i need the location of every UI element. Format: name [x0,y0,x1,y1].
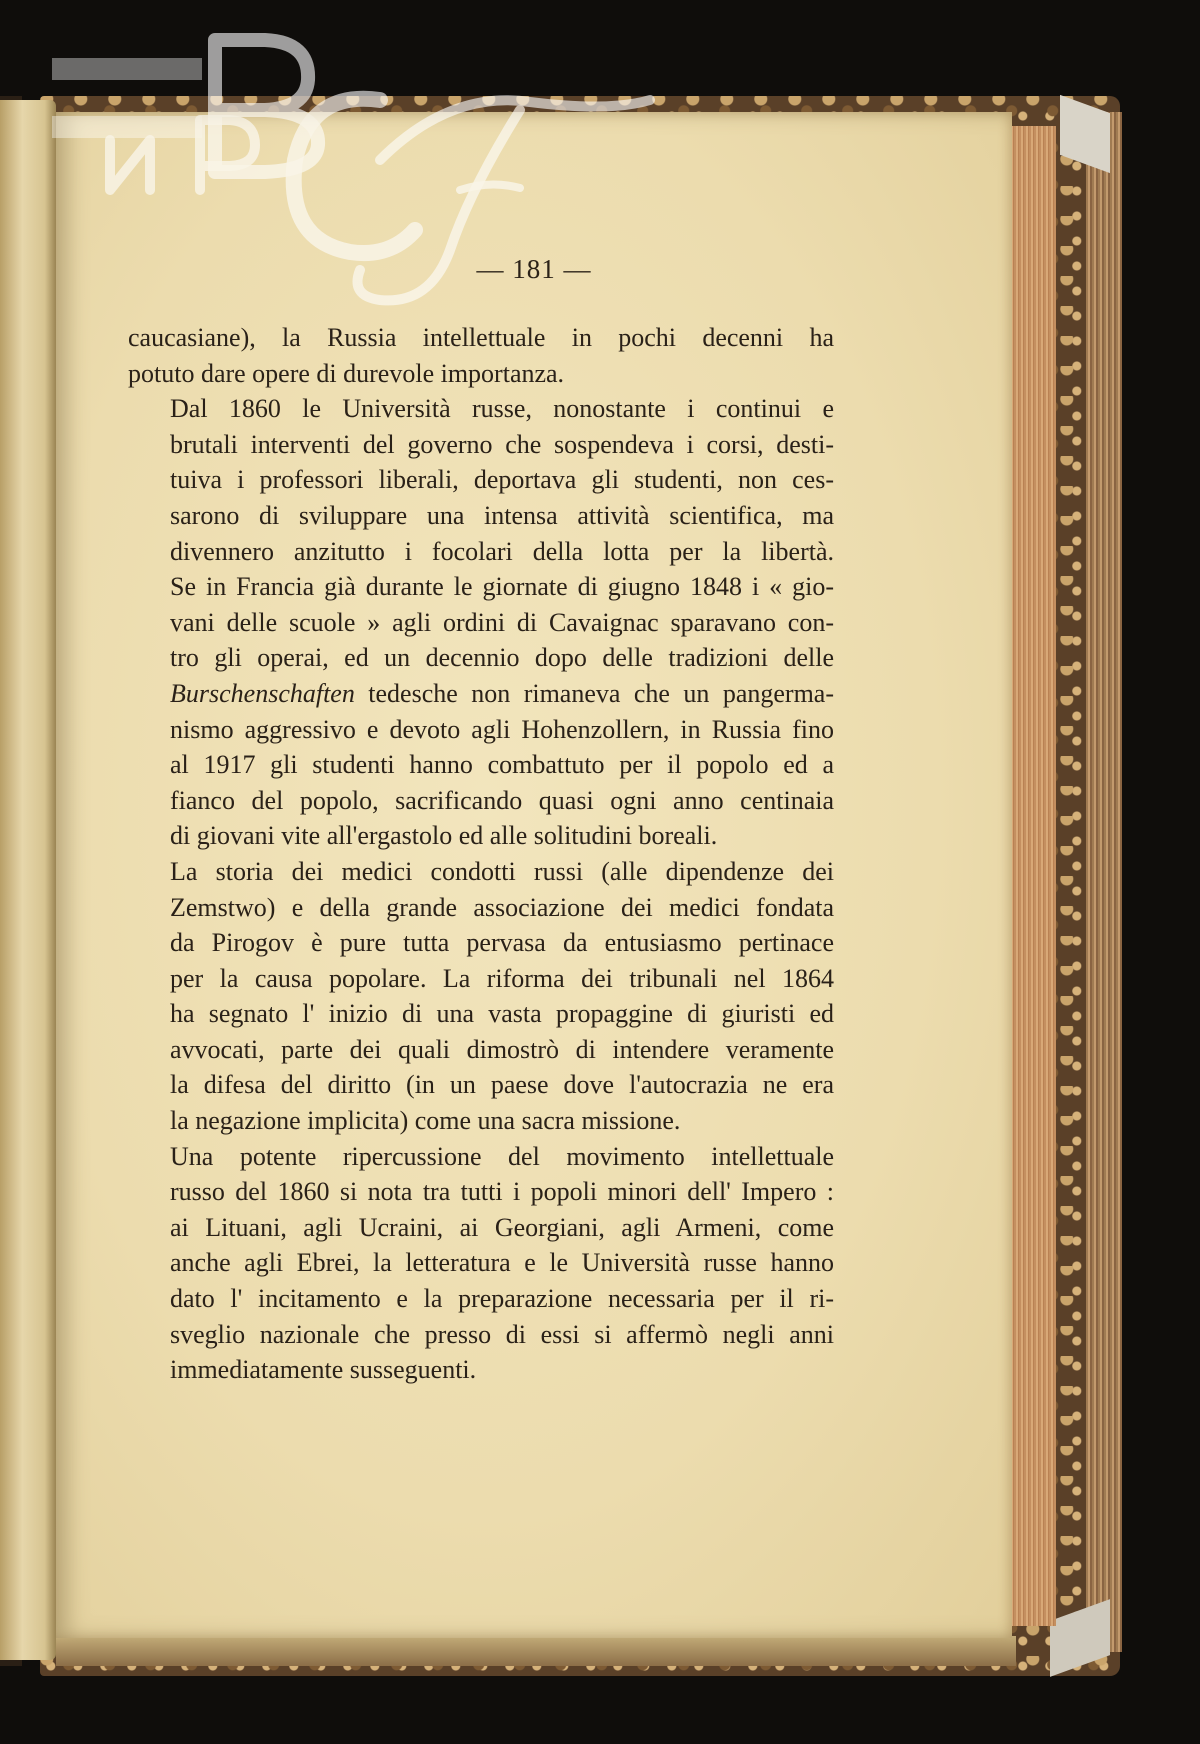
text-line: russo del 1860 si nota tra tutti i popoli minori dell' Impero : [170,1177,834,1207]
text-line: nismo aggressivo e devoto agli Hohenzollern, in Russia fino [170,714,834,744]
text-line: la difesa del diritto (in un paese dove l'autocrazia ne era [170,1070,834,1100]
text-line: da Pirogov è pure tutta pervasa da entusiasmo pertinace [170,928,834,958]
text-line: ha segnato l' inizio di una vasta propaggine di giuristi ed [170,999,834,1029]
text-line: sveglio nazionale che presso di essi si affermò negli anni [170,1319,834,1349]
text-line: tro gli operai, ed un decennio dopo delle tradizioni delle [170,643,834,673]
text-line: sarono di sviluppare una intensa attività scientifica, ma [170,500,834,530]
page-number: — 181 — [476,254,592,284]
cover-inner-edge [1086,112,1122,1652]
text-line: Burschenschaften tedesche non rimaneva che un pangerma- [170,678,834,708]
left-page-edge [0,100,56,1660]
paragraph [128,391,834,854]
text-line: Zemstwo) e della grande associazione dei medici fondata [170,892,834,922]
paragraph [128,1139,834,1388]
text-line: Se in Francia già durante le giornate di giugno 1848 i « gio- [170,572,834,602]
text-line: al 1917 gli studenti hanno combattuto per il popolo ed a [170,750,834,780]
text-line: per la causa popolare. La riforma dei tribunali nel 1864 [170,963,834,993]
text-line: vani delle scuole » agli ordini di Cavaignac sparavano con- [170,607,834,637]
paragraph [128,854,834,1139]
text-line: La storia dei medici condotti russi (alle dipendenze dei [170,856,834,886]
text-line: fianco del popolo, sacrificando quasi ogni anno centinaia [170,785,834,815]
book-page [56,112,1012,1638]
text-line: brutali interventi del governo che sospendeva i corsi, desti- [170,429,834,459]
text-line: potuto dare opere di durevole importanza. [128,358,565,388]
text-line: avvocati, parte dei quali dimostrò di intendere veramente [170,1034,834,1064]
text-line: Una potente ripercussione del movimento intellettuale [170,1141,834,1171]
text-line: Dal 1860 le Università russe, nonostante i continui e [170,394,834,424]
text-line: tuiva i professori liberali, deportava gli studenti, non ces- [170,465,834,495]
text-line: la negazione implicita) come una sacra missione. [170,1106,681,1136]
text-line: immediatamente susseguenti. [170,1355,477,1385]
text-line: dato l' incitamento e la preparazione necessaria per il ri- [170,1284,834,1314]
text-line: ai Lituani, agli Ucraini, ai Georgiani, agli Armeni, come [170,1212,834,1242]
text-line: divennero anzitutto i focolari della lotta per la libertà. [170,536,834,566]
bottom-cover-band [56,1636,1016,1666]
page-text [128,320,834,1388]
paragraph [128,320,834,391]
text-line: anche agli Ebrei, la letteratura e le Università russe hanno [170,1248,834,1278]
text-line: di giovani vite all'ergastolo ed alle solitudini boreali. [170,821,718,851]
text-line: caucasiane), la Russia intellettuale in pochi decenni ha [128,323,834,352]
